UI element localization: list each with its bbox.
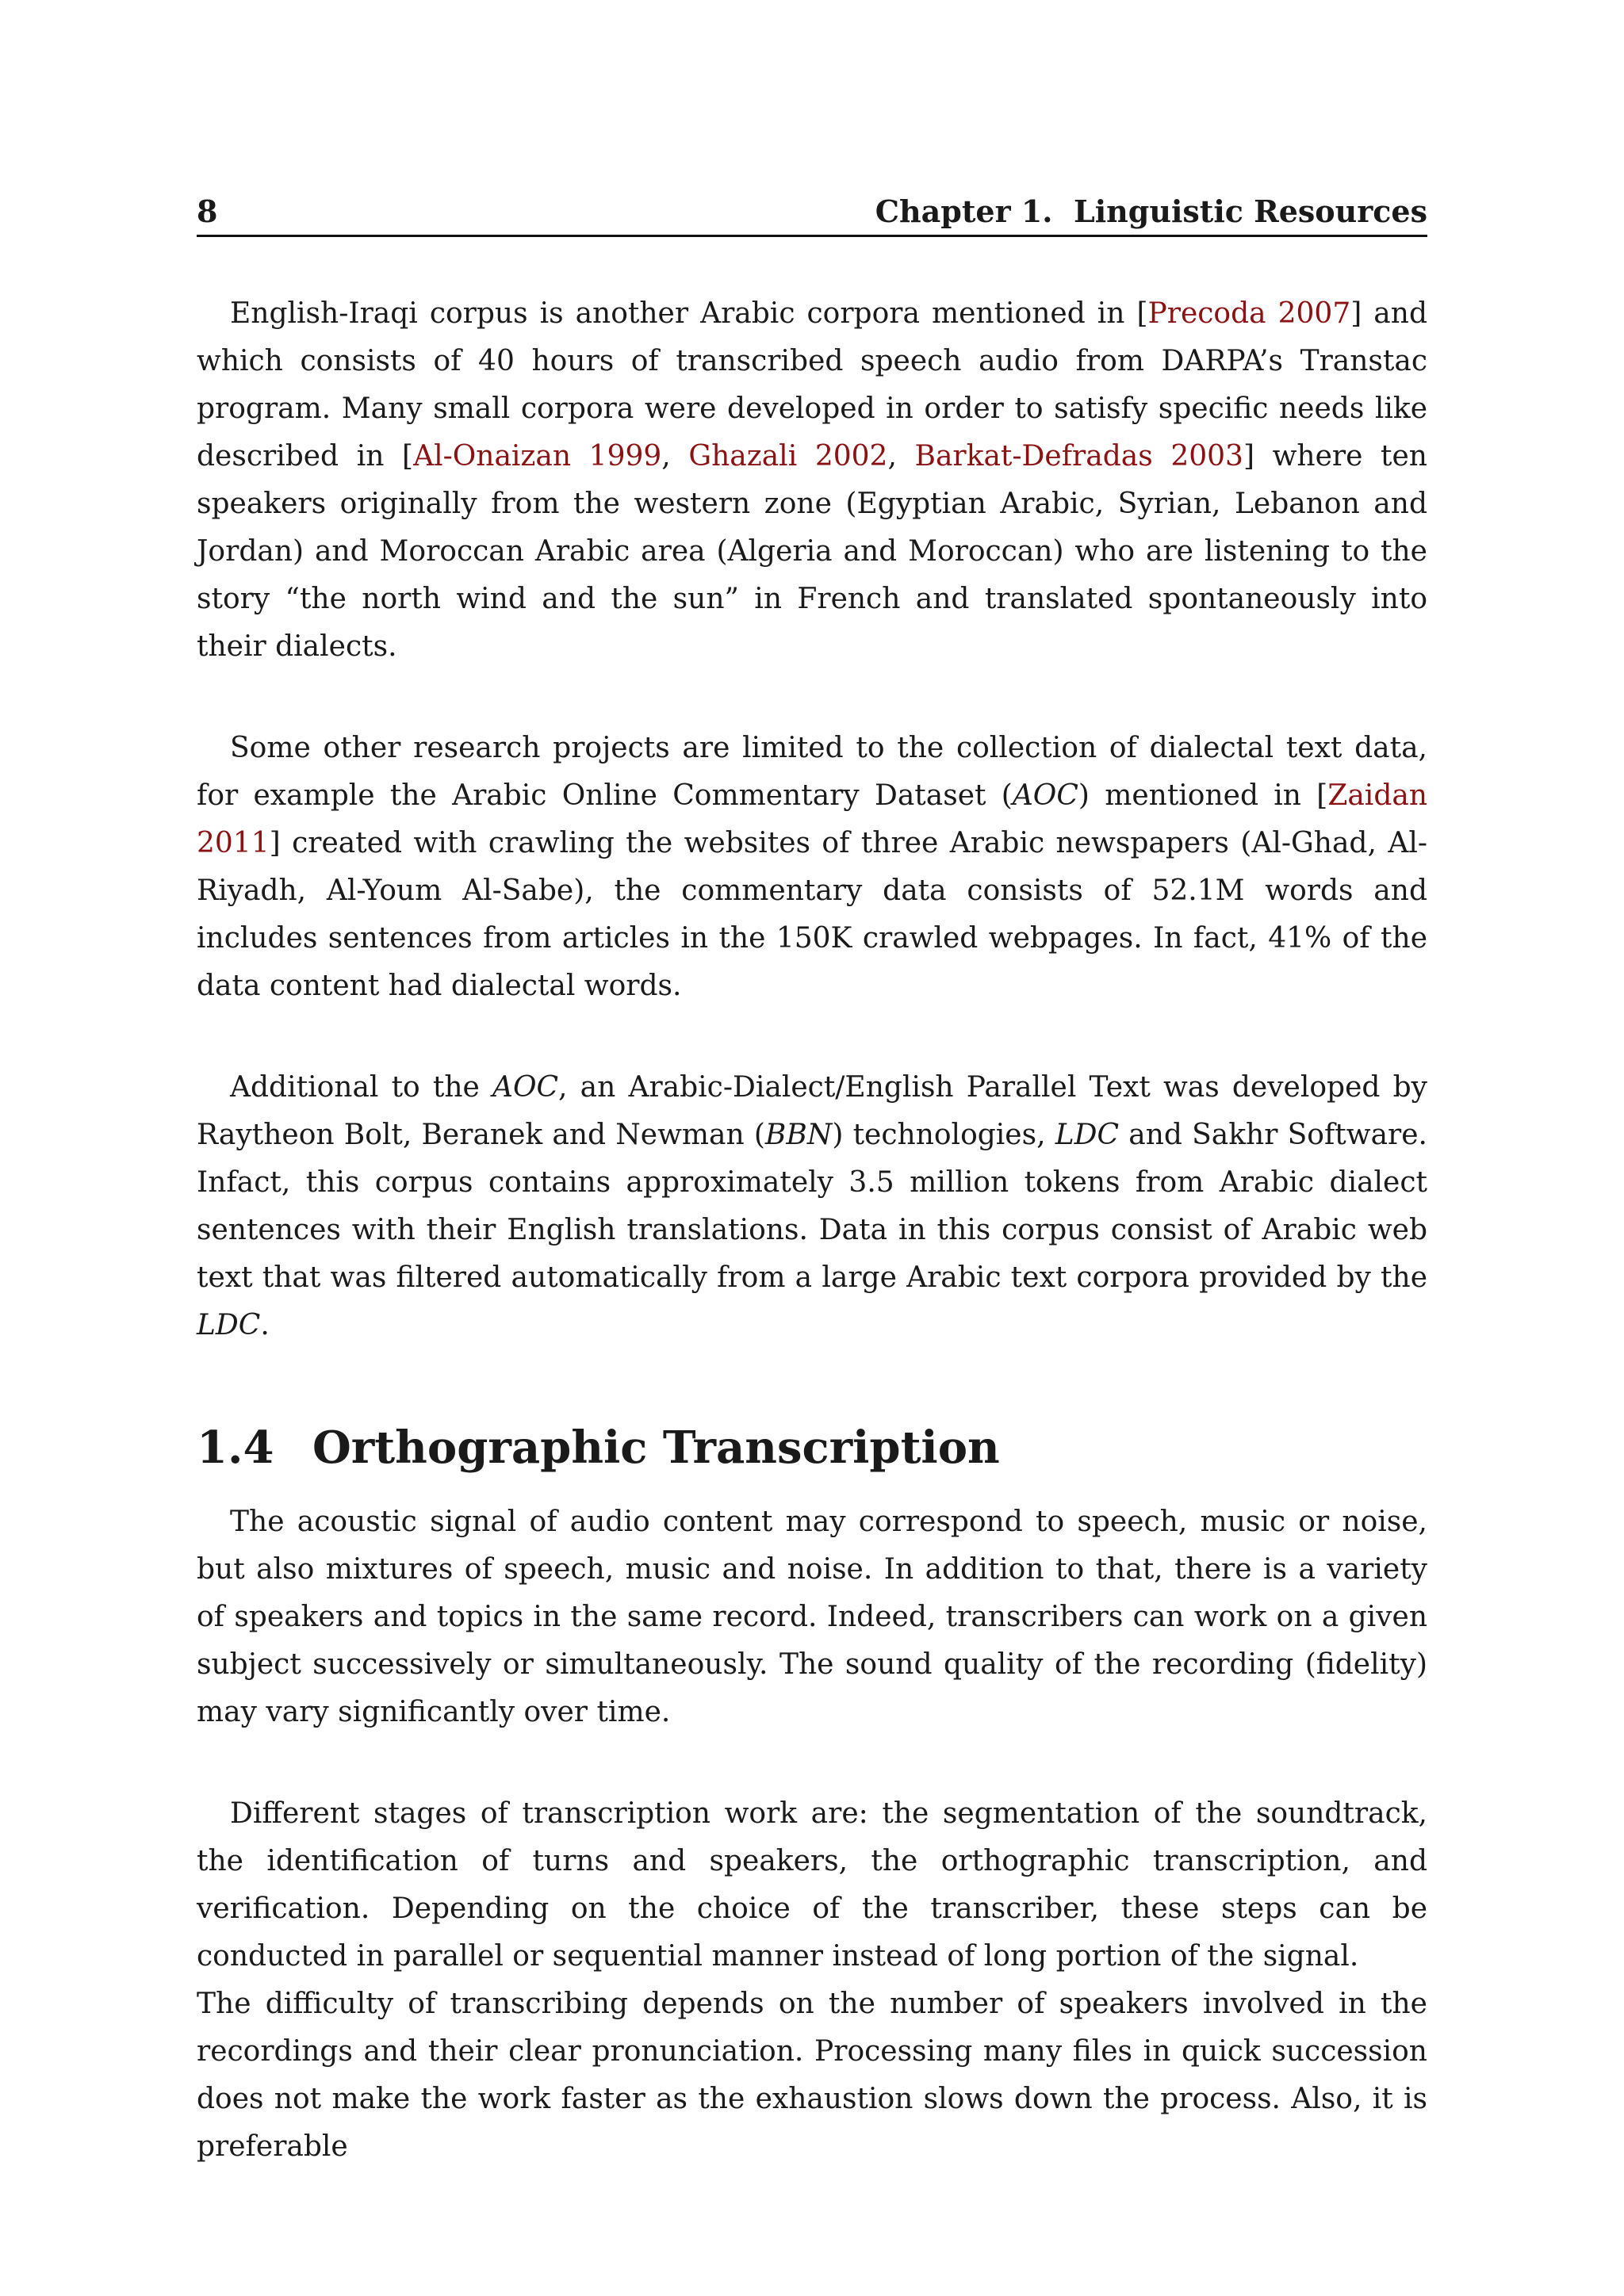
acronym: AOC bbox=[1012, 779, 1078, 812]
text-run: ) technologies, bbox=[832, 1119, 1055, 1151]
text-run: ] and which consists of 40 hours of transcribed speech audio from DARPA’s Transtac program. Many small corpora were developed in order to satisfy specific needs like described in [ bbox=[197, 297, 1428, 473]
section-title: Orthographic Transcription bbox=[312, 1422, 1000, 1474]
paragraph-parallel-text bbox=[197, 1064, 1427, 1349]
citation-link[interactable]: Al-Onaizan 1999 bbox=[413, 440, 662, 473]
text-run: . bbox=[260, 1309, 270, 1341]
citation-link[interactable]: Ghazali 2002 bbox=[688, 440, 888, 473]
text-run: , an Arabic-Dialect/English Parallel Text was developed by Raytheon Bolt, Beranek and Newman ( bbox=[197, 1071, 1427, 1151]
text-run: ) mentioned in [ bbox=[1078, 779, 1328, 812]
citation-link[interactable]: Zaidan 2011 bbox=[197, 779, 1428, 859]
text-run: Some other research projects are limited to the collection of dialectal text data, for example the Arabic Online Commentary Dataset ( bbox=[197, 732, 1427, 812]
chapter-title: Linguistic Resources bbox=[1073, 193, 1427, 229]
text-run: English-Iraqi corpus is another Arabic corpora mentioned in [ bbox=[230, 297, 1148, 330]
text-run: , bbox=[887, 440, 915, 473]
paragraph-english-iraqi bbox=[197, 290, 1427, 671]
text-run: and Sakhr Software. Infact, this corpus contains approximately 3.5 million tokens from Arabic dialect sentences with their English translations. Data in this corpus consist of Arabic web text that was filtered automatically from a large Arabic text corpora provided by the bbox=[197, 1119, 1427, 1294]
text-run: ] created with crawling the websites of three Arabic newspapers (Al-Ghad, Al-Riyadh, Al-Youm Al-Sabe), the commentary data consists of 52.1M words and includes sentences from articles in the 150K crawled webpages. In fact, 41% of the data content had dialectal words. bbox=[197, 827, 1427, 1002]
paragraph-acoustic-signal: The acoustic signal of audio content may correspond to speech, music or noise, but also mixtures of speech, music and noise. In addition to that, there is a variety of speakers and topics in the same record. Indeed, transcribers can work on a given subject successively or simultaneously. The sound quality of the recording (fidelity) may vary significantly over time. bbox=[197, 1506, 1427, 1728]
text-run: Additional to the bbox=[230, 1071, 492, 1104]
header-rule bbox=[197, 235, 1427, 237]
page-number: 8 bbox=[197, 193, 218, 229]
paragraph-transcription-stages: Different stages of transcription work are: the segmentation of the soundtrack, the identification of turns and speakers, the orthographic transcription, and verification. Depending on the choice of the transcriber, these steps can be conducted in parallel or sequential manner instead of long portion of the signal. bbox=[197, 1797, 1427, 1973]
citation-link[interactable]: Precoda 2007 bbox=[1147, 297, 1351, 330]
acronym: LDC bbox=[1055, 1119, 1120, 1151]
acronym: LDC bbox=[197, 1309, 261, 1341]
section-number: 1.4 bbox=[197, 1422, 274, 1474]
running-header bbox=[197, 190, 1427, 233]
acronym: BBN bbox=[764, 1119, 833, 1151]
citation-link[interactable]: Barkat-Defradas 2003 bbox=[914, 440, 1243, 473]
text-run: , bbox=[661, 440, 689, 473]
chapter-label: Chapter 1. bbox=[875, 193, 1053, 229]
body-text bbox=[197, 290, 1427, 2171]
paragraph-aoc-dataset bbox=[197, 725, 1427, 1010]
chapter-heading bbox=[875, 190, 1427, 233]
acronym: AOC bbox=[492, 1071, 559, 1104]
section-heading bbox=[197, 1416, 1427, 1479]
paragraph-transcription-difficulty: The difficulty of transcribing depends on the number of speakers involved in the recordings and their clear pronunciation. Processing many files in quick succession does not make the work faster as the exhaustion slows down the process. Also, it is preferable bbox=[197, 1988, 1427, 2163]
text-run: ] where ten speakers originally from the western zone (Egyptian Arabic, Syrian, Lebanon and Jordan) and Moroccan Arabic area (Algeria and Moroccan) who are listening to the story “the north wind and the sun” in French and translated spontaneously into their dialects. bbox=[197, 440, 1427, 663]
